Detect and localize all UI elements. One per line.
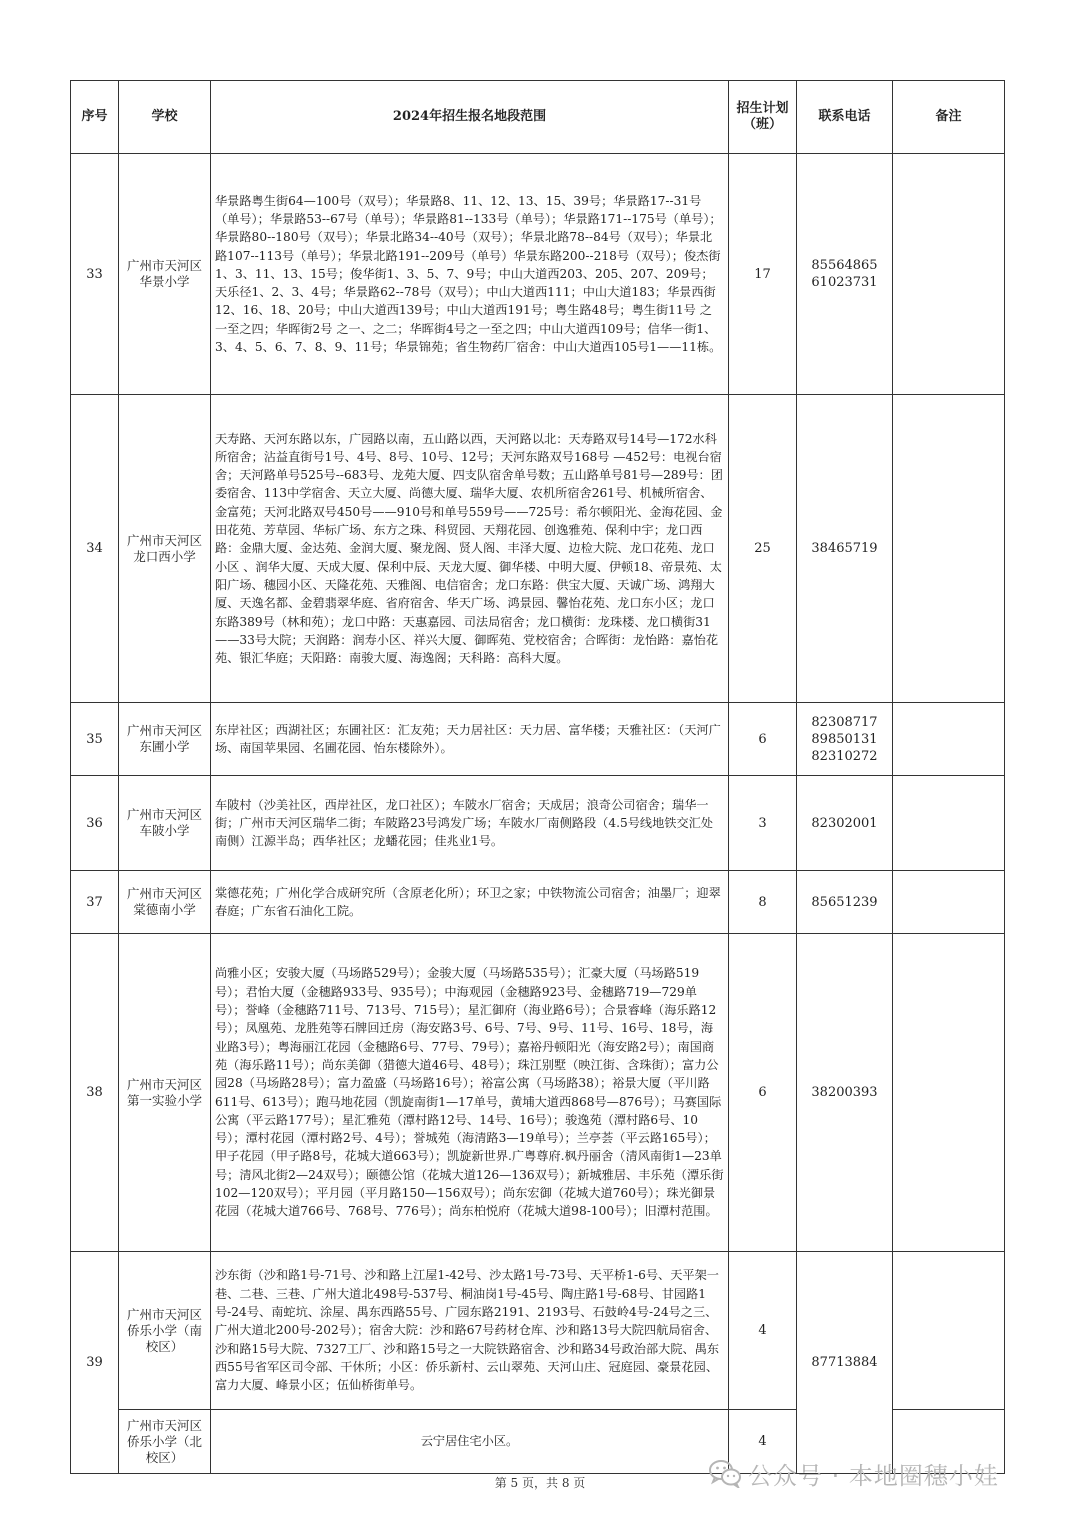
enrollment-range: 云宁居住宅小区。: [211, 1410, 729, 1474]
remarks: [893, 776, 1005, 871]
wechat-icon: [708, 1458, 742, 1488]
header-range: 2024年招生报名地段范围: [211, 81, 729, 154]
table-row: [71, 1252, 1005, 1410]
row-number: 35: [71, 703, 119, 776]
contact-phone: 85651239: [797, 871, 893, 934]
remarks: [893, 703, 1005, 776]
school-name: 广州市天河区第一实验小学: [119, 934, 211, 1252]
enrollment-range: 天寿路、天河东路以东，广园路以南，五山路以西，天河路以北：天寿路双号14号—172水科所宿舍；沾益直街号1号、4号、8号、10号、12号；天河东路双号168号 —452号：电视台宿舍；天河路单号525号--683号、龙苑大厦、四支队宿舍单号数；五山路单号81号—289号：团委宿舍、113中学宿舍、天立大厦、尚德大厦、瑞华大厦、农机所宿舍261号、机械所宿舍、金富苑；天河北路双号450号——910号和单号559号——725号：希尔顿阳光、金海花园、金田花苑、芳草园、华标广场、东方之珠、科贸园、天翔花园、创逸雅苑、保利中宇；龙口西路：金鼎大厦、金达苑、金润大厦、聚龙阁、贤人阁、丰泽大厦、边检大院、龙口花苑、龙口小区 、润华大厦、天成大厦、保利中辰、天龙大厦、御华楼、中明大厦、伊顿18、帝景苑、太阳广场、穗园小区、天隆花苑、天雅阁、电信宿舍；龙口东路：供宝大厦、天诚广场、鸿翔大厦、天逸名都、金碧翡翠华庭、省府宿舍、华天广场、鸿景园、馨怡花苑、龙口东小区；龙口东路389号（林和苑）；龙口中路：天惠嘉园、司法局宿舍；龙口横街：龙珠楼、龙口横街31——33号大院；天润路：润寿小区、祥兴大厦、御晖苑、党校宿舍；合晖街：龙怡路：嘉怡花苑、银汇华庭；天阳路：南骏大厦、海逸阁；天科路：高科大厦。: [211, 395, 729, 703]
contact-phone: 82302001: [797, 776, 893, 871]
row-number: 34: [71, 395, 119, 703]
school-name: 广州市天河区东圃小学: [119, 703, 211, 776]
enrollment-range: 华景路粤生街64—100号（双号）；华景路8、11、12、13、15、39号；华景路17--31号（单号）；华景路53--67号（单号）；华景路81--133号（单号）；华景路171--175号（单号）；华景路80--180号（双号）；华景北路34--40号（双号）；华景北路78--84号（双号）；华景北路107--113号（单号）；华景北路191--209号（单号）华景东路200--218号（双号）；俊杰街1、3、11、13、15号；俊华街1、3、5、7、9号；中山大道西203、205、207、209号；天乐径1、2、3、4号；华景路62--78号（双号）；中山大道西111；中山大道183；华景西街12、16、18、20号；中山大道西139号；中山大道西191号；粤生路48号；粤生街11号 之一至之四；华晖街2号 之一、之二；华晖街4号之一至之四；中山大道西109号；信华一街1、3、4、5、6、7、8、9、11号；华景锦苑；省生物药厂宿舍：中山大道西105号1——11栋。: [211, 154, 729, 395]
contact-phone: 38465719: [797, 395, 893, 703]
row-number: 39: [71, 1252, 119, 1474]
table-row: [71, 395, 1005, 703]
enrollment-plan: 25: [729, 395, 797, 703]
enrollment-plan: 4: [729, 1410, 797, 1474]
enrollment-range: 尚雅小区；安骏大厦（马场路529号）；金骏大厦（马场路535号）；汇豪大厦（马场路519号）；君怡大厦（金穗路933号、935号）；中海观园（金穗路923号、金穗路719—729单号）；誉峰（金穗路711号、713号、715号）；星汇御府（海业路6号）；合景睿峰（海乐路12号）；凤凰苑、龙胜苑等石牌回迁房（海安路3号、6号、7号、9号、11号、16号、18号，海业路3号）；粤海丽江花园（金穗路6号、77号、79号）；嘉裕丹顿阳光（海安路2号）；南国商苑（海乐路11号）；尚东美御（猎德大道46号、48号）；珠江别墅（映江街、含珠街）；富力公园28（马场路28号）；富力盈盛（马场路16号）；裕富公寓（马场路38）；裕景大厦（平川路611号、613号）；跑马地花园（凯旋南街1—17单号，黄埔大道西868号—876号）；马赛国际公寓（平云路177号）；星汇雅苑（潭村路12号、14号、16号）；骏逸苑（潭村路6号、10号）；潭村花园（潭村路2号、4号）；誉城苑（海清路3—19单号）；兰亭荟（平云路165号）；甲子花园（甲子路8号，花城大道663号）；凯旋新世界.广粤尊府.枫丹丽舍（清风南街1—23单号；清风北街2—24双号）；颐德公馆（花城大道126—136双号）；新城雅居、丰乐苑（潭乐街102—120双号）；平月园（平月路150—156双号）；尚东宏御（花城大道760号）；珠光御景花园（花城大道766号、768号、776号）；尚东柏悦府（花城大道98-100号）；旧潭村范围。: [211, 934, 729, 1252]
header-plan: 招生计划（班）: [729, 81, 797, 154]
remarks: [893, 395, 1005, 703]
header-tel: 联系电话: [797, 81, 893, 154]
contact-phone: 38200393: [797, 934, 893, 1252]
table-row: [71, 776, 1005, 871]
enrollment-range: 车陂村（沙美社区，西岸社区，龙口社区）；车陂水厂宿舍；天成居；浪奇公司宿舍；瑞华一街；广州市天河区瑞华二街；车陂路23号鸿发广场；车陂水厂南侧路段（4.5号线地铁交汇处南侧）江源半岛；西华社区；龙蟠花园；佳兆业1号。: [211, 776, 729, 871]
table-row: [71, 703, 1005, 776]
contact-phone: 82308717 89850131 82310272: [797, 703, 893, 776]
enrollment-table: [70, 80, 1005, 1474]
enrollment-plan: 17: [729, 154, 797, 395]
row-number: 36: [71, 776, 119, 871]
watermark-text: 公众号 · 本地圈穗小娃: [748, 1461, 999, 1490]
header-no: 序号: [71, 81, 119, 154]
table-row: [71, 871, 1005, 934]
enrollment-range: 沙东街（沙和路1号-71号、沙和路上江屋1-42号、沙太路1号-73号、天平桥1-6号、天平架一巷、二巷、三巷、广州大道北498号-537号、桐油岗1号-45号、陶庄路1号-68号、甘园路1号-24号、南蛇坑、涂屋、禺东西路55号、广园东路2191、2193号、石鼓岭4号-24号之三、广州大道北200号-202号）；宿舍大院：沙和路67号药材仓库、沙和路13号大院四航局宿舍、沙和路15号大院、7327工厂、沙和路15号之一大院铁路宿舍、沙和路34号政治部大院、禺东西55号省军区司令部、干休所；小区：侨乐新村、云山翠苑、天河山庄、冠庭园、豪景花园、富力大厦、峰景小区；伍仙桥街单号。: [211, 1252, 729, 1410]
remarks: [893, 1252, 1005, 1410]
enrollment-plan: 6: [729, 934, 797, 1252]
header-note: 备注: [893, 81, 1005, 154]
school-name: 广州市天河区棠德南小学: [119, 871, 211, 934]
table-row: [71, 154, 1005, 395]
school-name: 广州市天河区侨乐小学（北校区）: [119, 1410, 211, 1474]
page-footer: 第 5 页，共 8 页: [494, 1476, 586, 1490]
remarks: [893, 934, 1005, 1252]
enrollment-plan: 3: [729, 776, 797, 871]
remarks: [893, 871, 1005, 934]
row-number: 38: [71, 934, 119, 1252]
enrollment-plan: 6: [729, 703, 797, 776]
contact-phone: 85564865 61023731: [797, 154, 893, 395]
enrollment-range: 棠德花苑；广州化学合成研究所（含原老化所）；环卫之家；中铁物流公司宿舍；油墨厂；迎翠春庭；广东省石油化工院。: [211, 871, 729, 934]
school-name: 广州市天河区龙口西小学: [119, 395, 211, 703]
school-name: 广州市天河区华景小学: [119, 154, 211, 395]
school-name: 广州市天河区侨乐小学（南校区）: [119, 1252, 211, 1410]
school-name: 广州市天河区车陂小学: [119, 776, 211, 871]
header-school: 学校: [119, 81, 211, 154]
enrollment-range: 东岸社区；西湖社区；东圃社区：汇友苑；天力居社区：天力居、富华楼；天雅社区：（天河广场、南国苹果园、名圃花园、怡东楼除外）。: [211, 703, 729, 776]
enrollment-plan: 8: [729, 871, 797, 934]
watermark: [708, 1455, 999, 1491]
table-header-row: [71, 81, 1005, 154]
contact-phone: 87713884: [797, 1252, 893, 1474]
row-number: 33: [71, 154, 119, 395]
table-row: [71, 934, 1005, 1252]
row-number: 37: [71, 871, 119, 934]
remarks: [893, 154, 1005, 395]
enrollment-plan: 4: [729, 1252, 797, 1410]
